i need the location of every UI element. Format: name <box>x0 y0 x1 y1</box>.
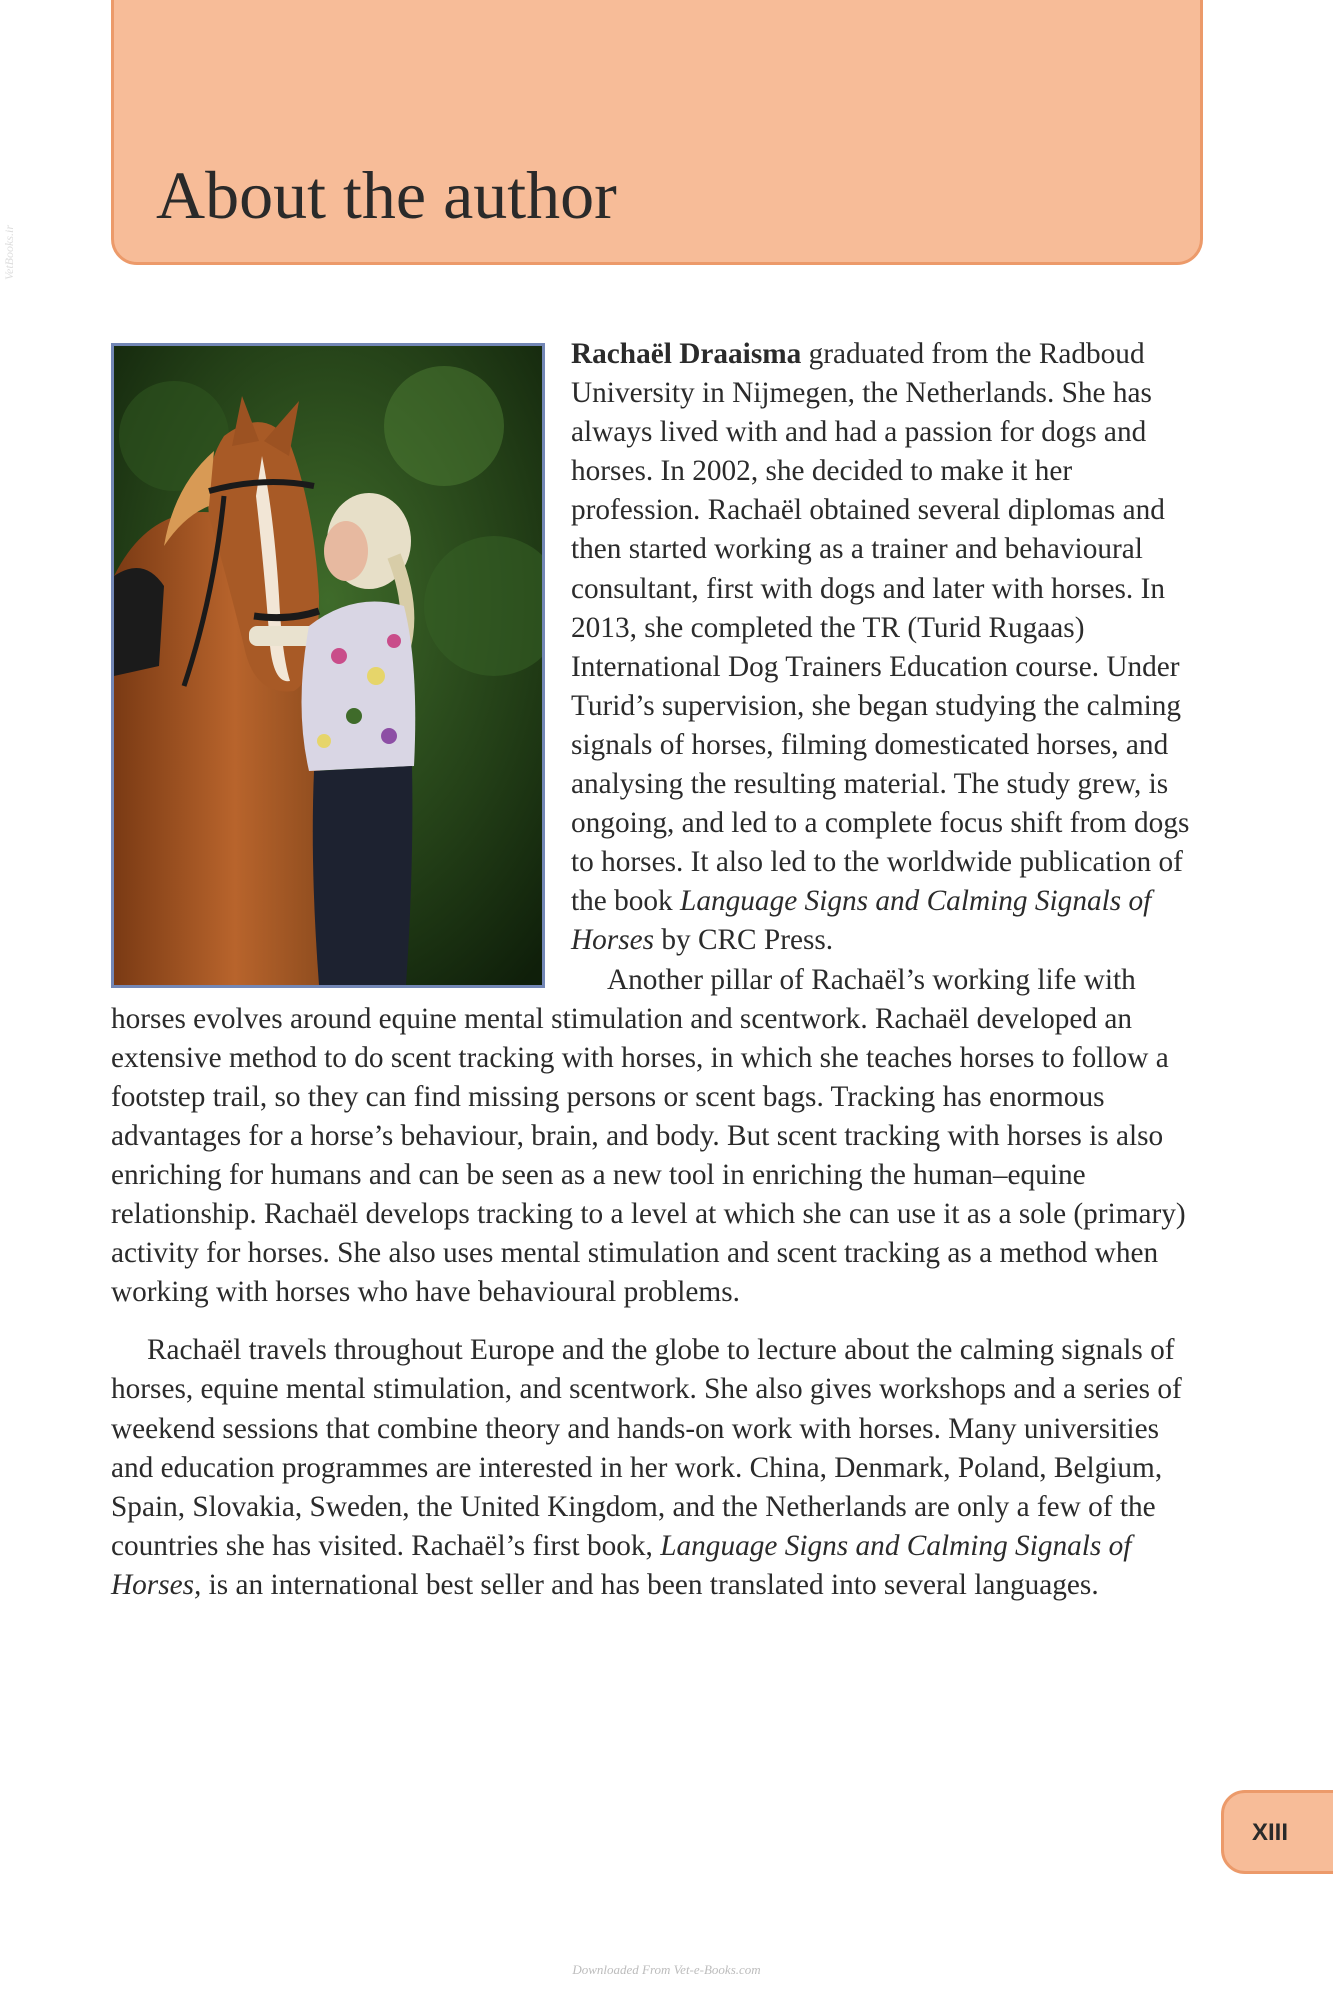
bio-paragraph-3-text-b: is an international best seller and has been translated into several languages. <box>201 1568 1099 1601</box>
bio-paragraph-2: Another pillar of Rachaël’s working life with horses evolves around equine mental stimulation and scentwork. Rachaël developed an extensive method to do scent tracking with horses, in which she teaches horses to follow a footstep trail, so they can find missing persons or scent bags. Tracking has enormous advantages for a horse’s behaviour, brain, and body. But scent tracking with horses is also enriching for humans and can be seen as a new tool in enriching the human–equine relationship. Rachaël develops tracking to a level at which she can use it as a sole (primary) activity for horses. She also uses mental stimulation and scent tracking as a method when working with horses who have behavioural problems. <box>111 963 1186 1309</box>
header-banner <box>111 0 1203 265</box>
author-photo <box>111 343 545 988</box>
author-name: Rachaël Draaisma <box>571 338 802 370</box>
page-title: About the author <box>156 157 617 233</box>
book-title-2: Language Signs and Calming Signals of Horses, <box>111 1529 1132 1601</box>
side-watermark: VetBooks.ir <box>2 225 16 280</box>
page-number: XIII <box>1252 1819 1289 1846</box>
bio-paragraph-1-text-b: by CRC Press. <box>654 924 834 957</box>
bio-paragraph-1-text-a: graduated from the Radboud University in Nijmegen, the Netherlands. She has always lived with and had a passion for dogs and horses. In 2002, she decided to make it her profession. Rachaël obtained several diplomas and then started working as a trainer and behavioural consultant, first with dogs and later with horses. In 2013, she completed the TR (Turid Rugaas) International Dog Trainers Education course. Under Turid’s supervision, she began studying the calming signals of horses, filming domesticated horses, and analysing the resulting material. The study grew, is ongoing, and led to a complete focus shift from dogs to horses. It also led to the worldwide publication of the book <box>571 338 1190 918</box>
page-number-tab <box>1221 1790 1333 1874</box>
bio-paragraph-3 <box>111 1331 1205 1605</box>
bio-content <box>111 335 1205 1605</box>
bio-paragraph-3-text-a: Rachaël travels throughout Europe and the globe to lecture about the calming signals of horses, equine mental stimulation, and scentwork. She also gives workshops and a series of weekend sessions that combine theory and hands-on work with horses. Many universities and education programmes are interested in her work. China, Denmark, Poland, Belgium, Spain, Slovakia, Sweden, the United Kingdom, and the Netherlands are only a few of the countries she has visited. Rachaël’s first book, <box>111 1334 1182 1562</box>
book-title-1: Language Signs and Calming Signals of Horses <box>571 885 1152 957</box>
footer-watermark: Downloaded From Vet-e-Books.com <box>572 1962 761 1977</box>
